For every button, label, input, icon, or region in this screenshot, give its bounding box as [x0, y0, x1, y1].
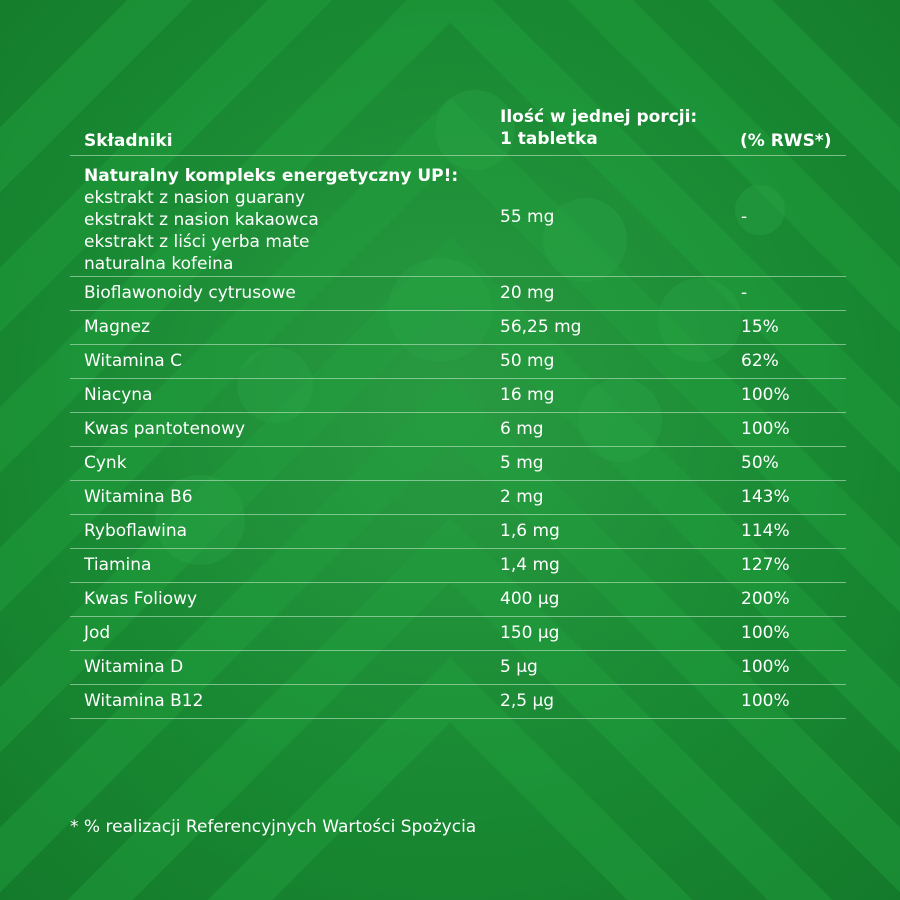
table-row [70, 276, 846, 310]
ingredient-name: Jod [84, 623, 111, 643]
ingredient-rws: 100% [741, 385, 790, 405]
header-ingredient: Składniki [84, 131, 173, 151]
ingredient-amount: 1,6 mg [500, 521, 560, 541]
table-row [70, 412, 846, 446]
complex-line: naturalna kofeina [84, 254, 234, 274]
ingredient-amount: 16 mg [500, 385, 555, 405]
ingredient-name: Kwas pantotenowy [84, 419, 246, 439]
ingredient-amount: 2,5 µg [500, 691, 555, 711]
complex-name [84, 165, 458, 275]
ingredient-name: Niacyna [84, 385, 153, 405]
table-row [70, 378, 846, 412]
table-row [70, 684, 846, 719]
ingredient-name: Witamina B6 [84, 487, 193, 507]
ingredient-name: Witamina D [84, 657, 184, 677]
ingredient-rws: 114% [741, 521, 790, 541]
nutrition-table [70, 155, 846, 719]
ingredient-amount: 5 µg [500, 657, 538, 677]
ingredient-rws: 50% [741, 453, 779, 473]
ingredient-name: Cynk [84, 453, 127, 473]
ingredient-rws: 15% [741, 317, 779, 337]
ingredient-rws: 127% [741, 555, 790, 575]
table-row [70, 344, 846, 378]
complex-line: ekstrakt z nasion guarany [84, 188, 306, 208]
header-rws: (% RWS*) [740, 131, 832, 151]
table-row [70, 514, 846, 548]
footnote: * % realizacji Referencyjnych Wartości Spożycia [70, 817, 477, 837]
header-amount-line2: 1 tabletka [500, 129, 598, 149]
ingredient-name: Tiamina [84, 555, 152, 575]
ingredient-amount: 2 mg [500, 487, 544, 507]
complex-rws: - [741, 207, 748, 227]
ingredient-amount: 56,25 mg [500, 317, 582, 337]
ingredient-amount: 1,4 mg [500, 555, 560, 575]
table-row [70, 616, 846, 650]
table-row [70, 582, 846, 616]
table-row [70, 446, 846, 480]
ingredient-rws: 62% [741, 351, 779, 371]
ingredient-name: Kwas Foliowy [84, 589, 198, 609]
complex-line: ekstrakt z nasion kakaowca [84, 210, 319, 230]
ingredient-name: Witamina B12 [84, 691, 204, 711]
ingredient-name: Ryboflawina [84, 521, 188, 541]
ingredient-rws: 100% [741, 623, 790, 643]
ingredient-amount: 150 µg [500, 623, 560, 643]
complex-amount: 55 mg [500, 207, 555, 227]
table-row [70, 480, 846, 514]
complex-title: Naturalny kompleks energetyczny UP!: [84, 166, 459, 186]
header-amount-line1: Ilość w jednej porcji: [500, 107, 698, 127]
ingredient-rws: 200% [741, 589, 790, 609]
ingredient-rws: 100% [741, 691, 790, 711]
table-row [70, 548, 846, 582]
ingredient-rws: 143% [741, 487, 790, 507]
table-row-energy-complex [70, 155, 846, 276]
ingredient-amount: 20 mg [500, 283, 555, 303]
table-row [70, 650, 846, 684]
ingredient-rws: 100% [741, 657, 790, 677]
ingredient-amount: 400 µg [500, 589, 560, 609]
ingredient-name: Witamina C [84, 351, 182, 371]
ingredient-amount: 50 mg [500, 351, 555, 371]
ingredient-rws: 100% [741, 419, 790, 439]
ingredient-rws: - [741, 283, 748, 303]
table-row [70, 310, 846, 344]
ingredient-amount: 5 mg [500, 453, 544, 473]
ingredient-name: Bioflawonoidy cytrusowe [84, 283, 296, 303]
header-amount [500, 106, 697, 150]
complex-line: ekstrakt z liści yerba mate [84, 232, 310, 252]
ingredient-amount: 6 mg [500, 419, 544, 439]
ingredient-name: Magnez [84, 317, 151, 337]
